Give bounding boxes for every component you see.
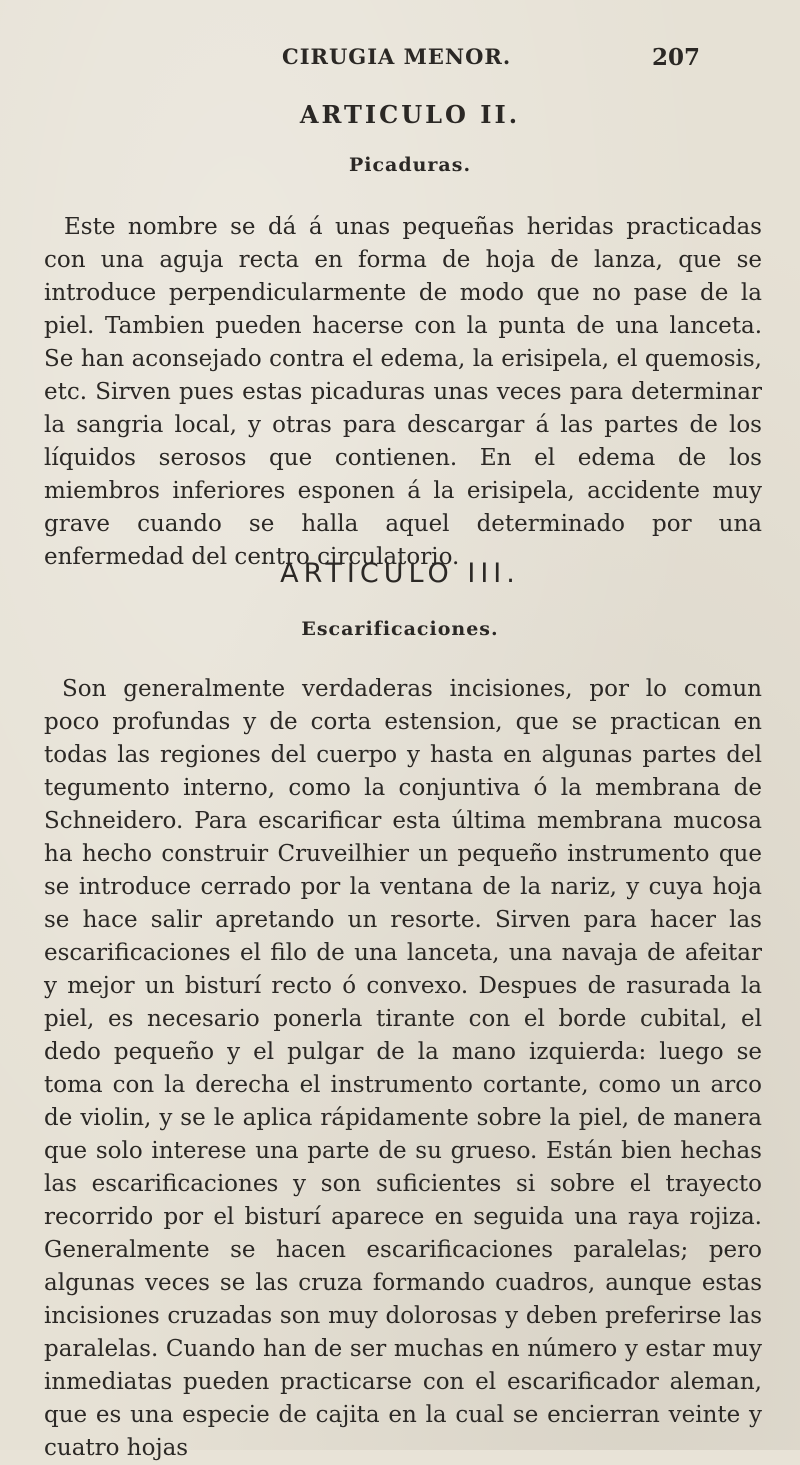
- article-3-paragraph: Son generalmente verdaderas incisiones, por lo comun poco profundas y de corta estension, que se practican en todas las regiones del cuerpo y hasta en algunas partes del tegumento interno, como la conjuntiva ó la membrana de Schneidero. Para escarificar esta última membrana mucosa ha hecho construir Cruveilhier un pequeño instrumento que se introduce cerrado por la ventana de la nariz, y cuya hoja se hace salir apretando un resorte. Sirven para hacer las escarificaciones el filo de una lanceta, una navaja de afeitar y mejor un bisturí recto ó convexo. Despues de rasurada la piel, es necesario ponerla tirante con el borde cubital, el dedo pequeño y el pulgar de la mano izquierda: luego se toma con la derecha el instrumento cortante, como un arco de violin, y se le aplica rápidamente sobre la piel, de manera que solo interese una parte de su grueso. Están bien hechas las escarificaciones y son suficientes si sobre el trayecto recorrido por el bisturí aparece en seguida una raya rojiza. Generalmente se hacen escarificaciones paralelas; pero algunas veces se las cruza formando cuadros, aunque estas incisiones cruzadas son muy dolorosas y deben preferirse las paralelas. Cuando han de ser muchas en número y estar muy inmediatas pueden practicarse con el escarificador aleman, que es una especie de cajita en la cual se encierran veinte y cuatro hojas: [44, 676, 762, 1461]
- page-number: 207: [652, 44, 701, 71]
- article-2-paragraph: Este nombre se dá á unas pequeñas heridas practicadas con una aguja recta en forma de hoja de lanza, que se introduce perpendicularmente de modo que no pase de la piel. Tambien pueden hacerse con la punta de una lanceta. Se han aconsejado contra el edema, la erisipela, el quemosis, etc. Sirven pues estas picaduras unas veces para determinar la sangria local, y otras para descargar á las partes de los líquidos serosos que contienen. En el edema de los miembros inferiores esponen á la erisipela, accidente muy grave cuando se halla aquel determinado por una enfermedad del centro circulatorio.: [44, 214, 762, 570]
- running-head: [0, 44, 800, 74]
- article-2-subheading: Picaduras.: [348, 154, 472, 176]
- article-2-heading: ARTICULO II.: [299, 100, 521, 129]
- article-3-subheading: Escarificaciones.: [301, 618, 499, 640]
- article-3-heading: ARTICULO III.: [280, 558, 520, 589]
- running-title: CIRUGIA MENOR.: [282, 44, 512, 69]
